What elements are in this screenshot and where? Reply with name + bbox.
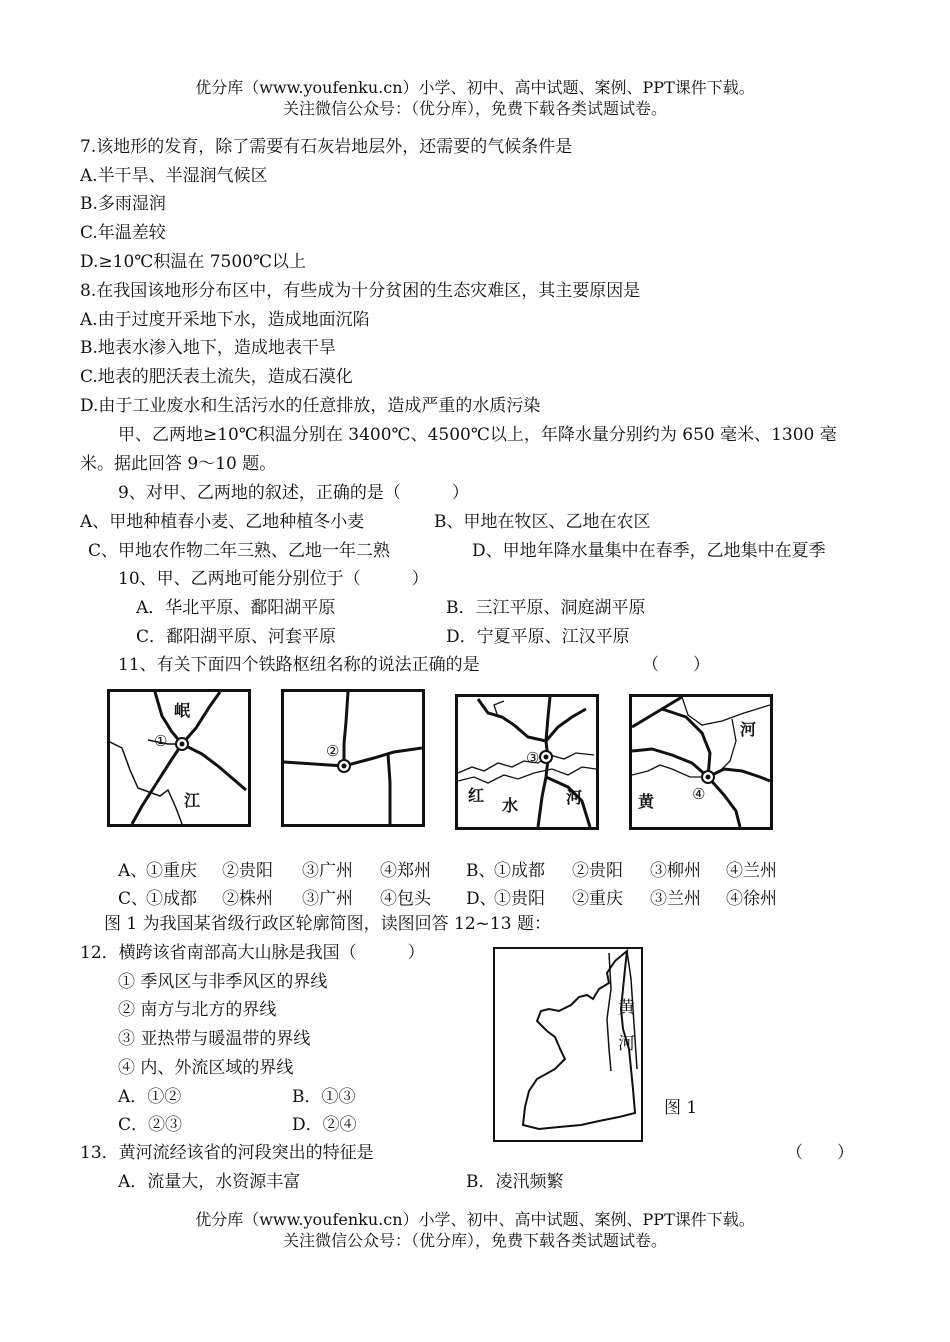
map-3-label-shui: 水	[502, 796, 519, 815]
map-4-label-huang: 黄	[638, 792, 655, 811]
q11-option-b-2: ②贵阳	[572, 861, 623, 881]
q7-option-d: D.≥10℃积温在 7500℃以上	[80, 252, 307, 272]
map-3-label-he: 河	[566, 788, 583, 807]
figure-1-river-char-huang: 黄	[618, 998, 635, 1018]
q9-option-d: D、甲地年降水量集中在春季，乙地集中在夏季	[472, 541, 826, 561]
q10-option-c: C．鄱阳湖平原、河套平原	[136, 627, 337, 647]
q13-answer-bracket: （ ）	[786, 1143, 854, 1163]
q11-option-d-2: ②重庆	[572, 889, 623, 909]
q12-stem: 12．横跨该省南部高大山脉是我国（ ）	[80, 943, 425, 963]
q11-option-c-4: ④包头	[380, 889, 431, 909]
q7-option-b: B.多雨湿润	[80, 194, 166, 214]
railway-map-3	[455, 694, 599, 830]
q9-option-c: C、甲地农作物二年三熟、乙地一年二熟	[88, 541, 391, 561]
q8-option-d: D.由于工业废水和生活污水的任意排放，造成严重的水质污染	[80, 396, 541, 416]
railway-map-4	[629, 694, 773, 830]
footer-line-1: 优分库（www.youfenku.cn）小学、初中、高中试题、案例、PPT课件下载。	[195, 1210, 755, 1229]
q11-option-a-2: ②贵阳	[222, 861, 273, 881]
intro-9-10-line-2: 米。据此回答 9～10 题。	[80, 454, 277, 474]
q11-option-d-4: ④徐州	[726, 889, 777, 909]
q11-option-c-2: ②株州	[222, 889, 273, 909]
railway-map-1	[107, 689, 251, 827]
q11-option-c-letter: C、	[118, 889, 149, 909]
figure-1-river-char-he: 河	[618, 1034, 635, 1054]
q8-option-c: C.地表的肥沃表土流失，造成石漠化	[80, 367, 353, 387]
q11-option-a-4: ④郑州	[380, 861, 431, 881]
map-2-lines	[284, 692, 422, 824]
q11-answer-bracket: （ ）	[642, 655, 710, 675]
q11-option-a-1: ①重庆	[146, 861, 197, 881]
map-3-number: ③	[526, 749, 540, 767]
header-line-2: 关注微信公众号：（优分库），免费下载各类试题试卷。	[282, 99, 667, 118]
intro-9-10-line-1: 甲、乙两地≥10℃积温分别在 3400℃、4500℃以上，年降水量分别约为 650 毫米、1300 毫	[118, 425, 837, 445]
header-line-1: 优分库（www.youfenku.cn）小学、初中、高中试题、案例、PPT课件下载。	[195, 78, 755, 97]
q11-option-d-1: ①贵阳	[494, 889, 545, 909]
map-3-label-hong: 红	[468, 786, 485, 805]
q11-option-c-1: ①成都	[146, 889, 197, 909]
map-4-number: ④	[692, 785, 706, 803]
q8-option-a: A.由于过度开采地下水，造成地面沉陷	[80, 310, 370, 330]
figure-1-province-map	[493, 947, 643, 1142]
q11-option-b-letter: B、	[466, 861, 496, 881]
map-1-label-min: 岷	[174, 701, 191, 720]
q12-option-c: C．②③	[118, 1115, 183, 1135]
q10-option-a: A．华北平原、鄱阳湖平原	[136, 598, 336, 618]
map-4-label-he: 河	[740, 720, 757, 739]
q7-option-c: C.年温差较	[80, 223, 166, 243]
q12-option-d: D．②④	[292, 1115, 357, 1135]
q12-option-b: B．①③	[292, 1087, 356, 1107]
q10-option-d: D．宁夏平原、江汉平原	[446, 627, 630, 647]
q13-option-b: B．凌汛频繁	[466, 1172, 564, 1192]
q12-option-a: A．①②	[118, 1087, 182, 1107]
q9-option-b: B、甲地在牧区、乙地在农区	[434, 512, 651, 532]
q8-stem: 8.在我国该地形分布区中，有些成为十分贫困的生态灾难区，其主要原因是	[80, 281, 641, 301]
q7-option-a: A.半干旱、半湿润气候区	[80, 166, 268, 186]
intro-12-13: 图 1 为我国某省级行政区轮廓简图，读图回答 12~13 题：	[104, 914, 551, 934]
q11-option-d-letter: D、	[466, 889, 497, 909]
q9-option-a: A、甲地种植春小麦、乙地种植冬小麦	[80, 512, 365, 532]
q13-stem: 13．黄河流经该省的河段突出的特征是	[80, 1143, 374, 1163]
q11-option-a-letter: A、	[118, 861, 148, 881]
q11-option-b-3: ③柳州	[650, 861, 701, 881]
railway-map-2	[281, 689, 425, 827]
q13-option-a: A．流量大，水资源丰富	[118, 1172, 301, 1192]
map-1-number: ①	[154, 732, 168, 750]
q7-stem: 7.该地形的发育，除了需要有石灰岩地层外，还需要的气候条件是	[80, 137, 573, 157]
q11-option-a-3: ③广州	[302, 861, 353, 881]
q12-statement-4: ④ 内、外流区域的界线	[118, 1058, 294, 1078]
q9-stem: 9、对甲、乙两地的叙述，正确的是（ ）	[118, 483, 469, 503]
q11-option-c-3: ③广州	[302, 889, 353, 909]
q8-option-b: B.地表水渗入地下，造成地表干旱	[80, 338, 336, 358]
q12-statement-2: ② 南方与北方的界线	[118, 1000, 277, 1020]
map-1-label-jiang: 江	[184, 791, 201, 810]
q11-option-b-1: ①成都	[494, 861, 545, 881]
figure-1-caption: 图 1	[664, 1098, 698, 1118]
q10-stem: 10、甲、乙两地可能分别位于（ ）	[118, 569, 429, 589]
q11-stem: 11、有关下面四个铁路枢纽名称的说法正确的是	[118, 655, 480, 675]
map-2-number: ②	[326, 742, 340, 760]
q11-option-b-4: ④兰州	[726, 861, 777, 881]
q10-option-b: B．三江平原、洞庭湖平原	[446, 598, 646, 618]
q11-option-d-3: ③兰州	[650, 889, 701, 909]
q12-statement-3: ③ 亚热带与暖温带的界线	[118, 1029, 311, 1049]
q12-statement-1: ① 季风区与非季风区的界线	[118, 972, 328, 992]
footer-line-2: 关注微信公众号：（优分库），免费下载各类试题试卷。	[282, 1231, 667, 1250]
